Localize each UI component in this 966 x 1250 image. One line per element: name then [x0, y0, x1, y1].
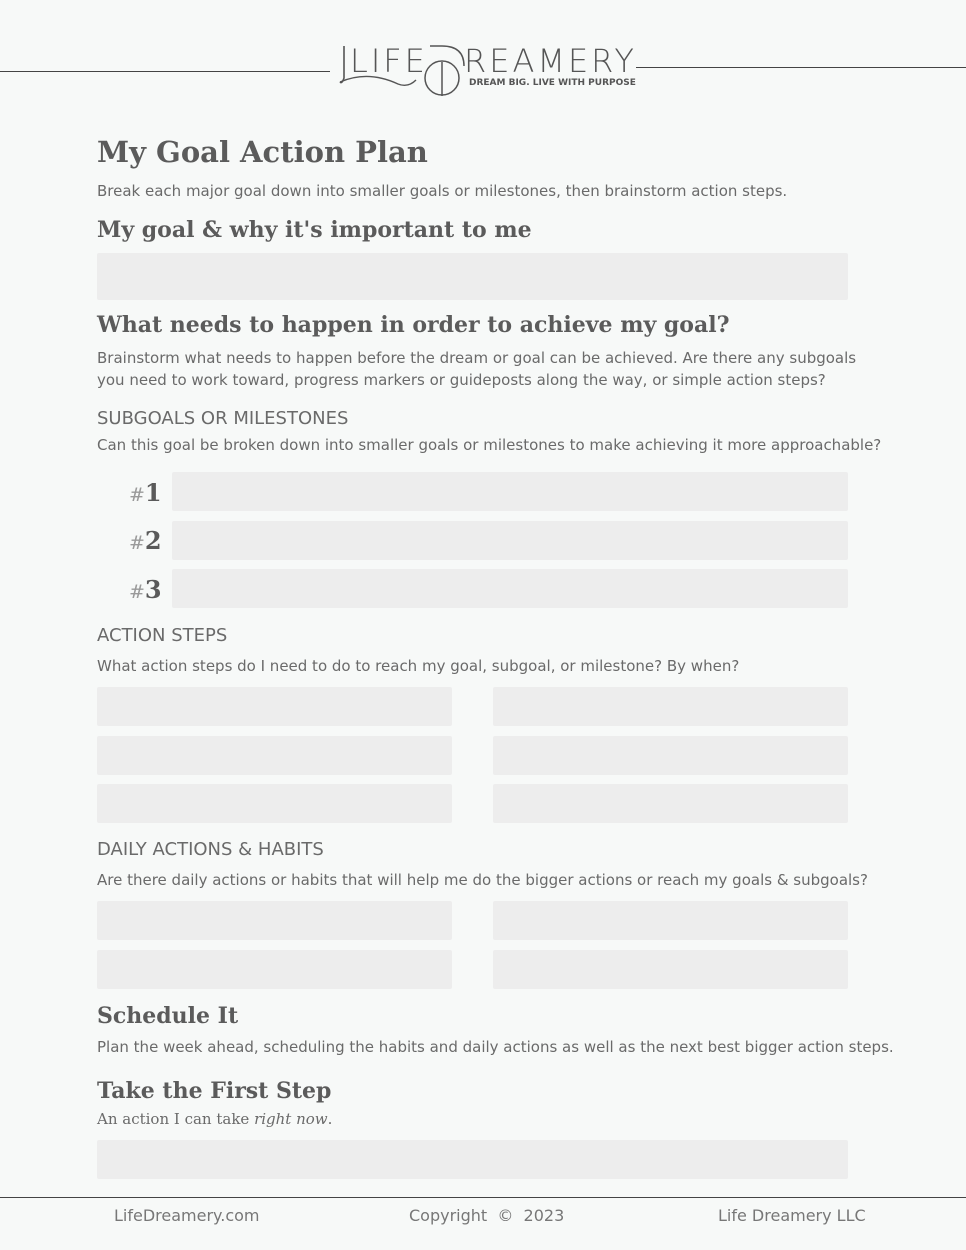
subgoal-number-3: #3	[129, 575, 162, 604]
first-step-description: An action I can take right now.	[97, 1110, 333, 1128]
subgoals-description: Can this goal be broken down into smaller goals or milestones to make achieving it more approachable?	[97, 436, 882, 454]
daily-action-input[interactable]	[493, 901, 848, 940]
daily-action-input[interactable]	[493, 950, 848, 989]
logo-word-left: LIFE	[350, 42, 428, 80]
goal-input[interactable]	[97, 253, 848, 300]
daily-action-input[interactable]	[97, 950, 452, 989]
subgoal-input-2[interactable]	[172, 521, 848, 560]
header-rule-left	[0, 71, 330, 72]
footer-company: Life Dreamery LLC	[718, 1206, 866, 1225]
daily-actions-heading: DAILY ACTIONS & HABITS	[97, 839, 324, 860]
copyright-icon: ©	[497, 1206, 514, 1225]
action-step-input[interactable]	[97, 784, 452, 823]
first-step-input[interactable]	[97, 1140, 848, 1179]
goal-heading: My goal & why it's important to me	[97, 217, 532, 243]
header-rule-right	[636, 67, 966, 68]
subgoal-input-3[interactable]	[172, 569, 848, 608]
subgoal-input-1[interactable]	[172, 472, 848, 511]
subgoal-number-1: #1	[129, 478, 162, 507]
subgoal-number-2: #2	[129, 526, 162, 555]
action-step-input[interactable]	[493, 736, 848, 775]
needs-description: Brainstorm what needs to happen before the dream or goal can be achieved. Are there any subgoals you need to work toward, progress markers or guideposts along the way, or simple action steps?	[97, 349, 857, 389]
needs-heading: What needs to happen in order to achieve my goal?	[97, 312, 730, 338]
daily-action-input[interactable]	[97, 901, 452, 940]
action-steps-heading: ACTION STEPS	[97, 625, 228, 646]
schedule-heading: Schedule It	[97, 1003, 239, 1029]
footer-website-link[interactable]: LifeDreamery.com	[114, 1206, 260, 1225]
page-title: My Goal Action Plan	[97, 135, 428, 169]
action-steps-description: What action steps do I need to do to reach my goal, subgoal, or milestone? By when?	[97, 657, 740, 675]
logo	[338, 40, 637, 100]
intro-text: Break each major goal down into smaller goals or milestones, then brainstorm action steps.	[97, 182, 788, 200]
daily-actions-description: Are there daily actions or habits that will help me do the bigger actions or reach my goals & subgoals?	[97, 871, 868, 889]
action-step-input[interactable]	[493, 687, 848, 726]
schedule-description: Plan the week ahead, scheduling the habits and daily actions as well as the next best bigger action steps.	[97, 1038, 894, 1056]
subgoals-heading: SUBGOALS OR MILESTONES	[97, 408, 349, 429]
logo-tagline: DREAM BIG. LIVE WITH PURPOSE	[469, 78, 636, 88]
footer-rule	[0, 1197, 966, 1198]
first-step-heading: Take the First Step	[97, 1078, 332, 1104]
action-step-input[interactable]	[493, 784, 848, 823]
footer-copyright: Copyright © 2023	[409, 1206, 565, 1225]
action-step-input[interactable]	[97, 687, 452, 726]
action-step-input[interactable]	[97, 736, 452, 775]
logo-word-right: REAMERY	[464, 42, 637, 80]
